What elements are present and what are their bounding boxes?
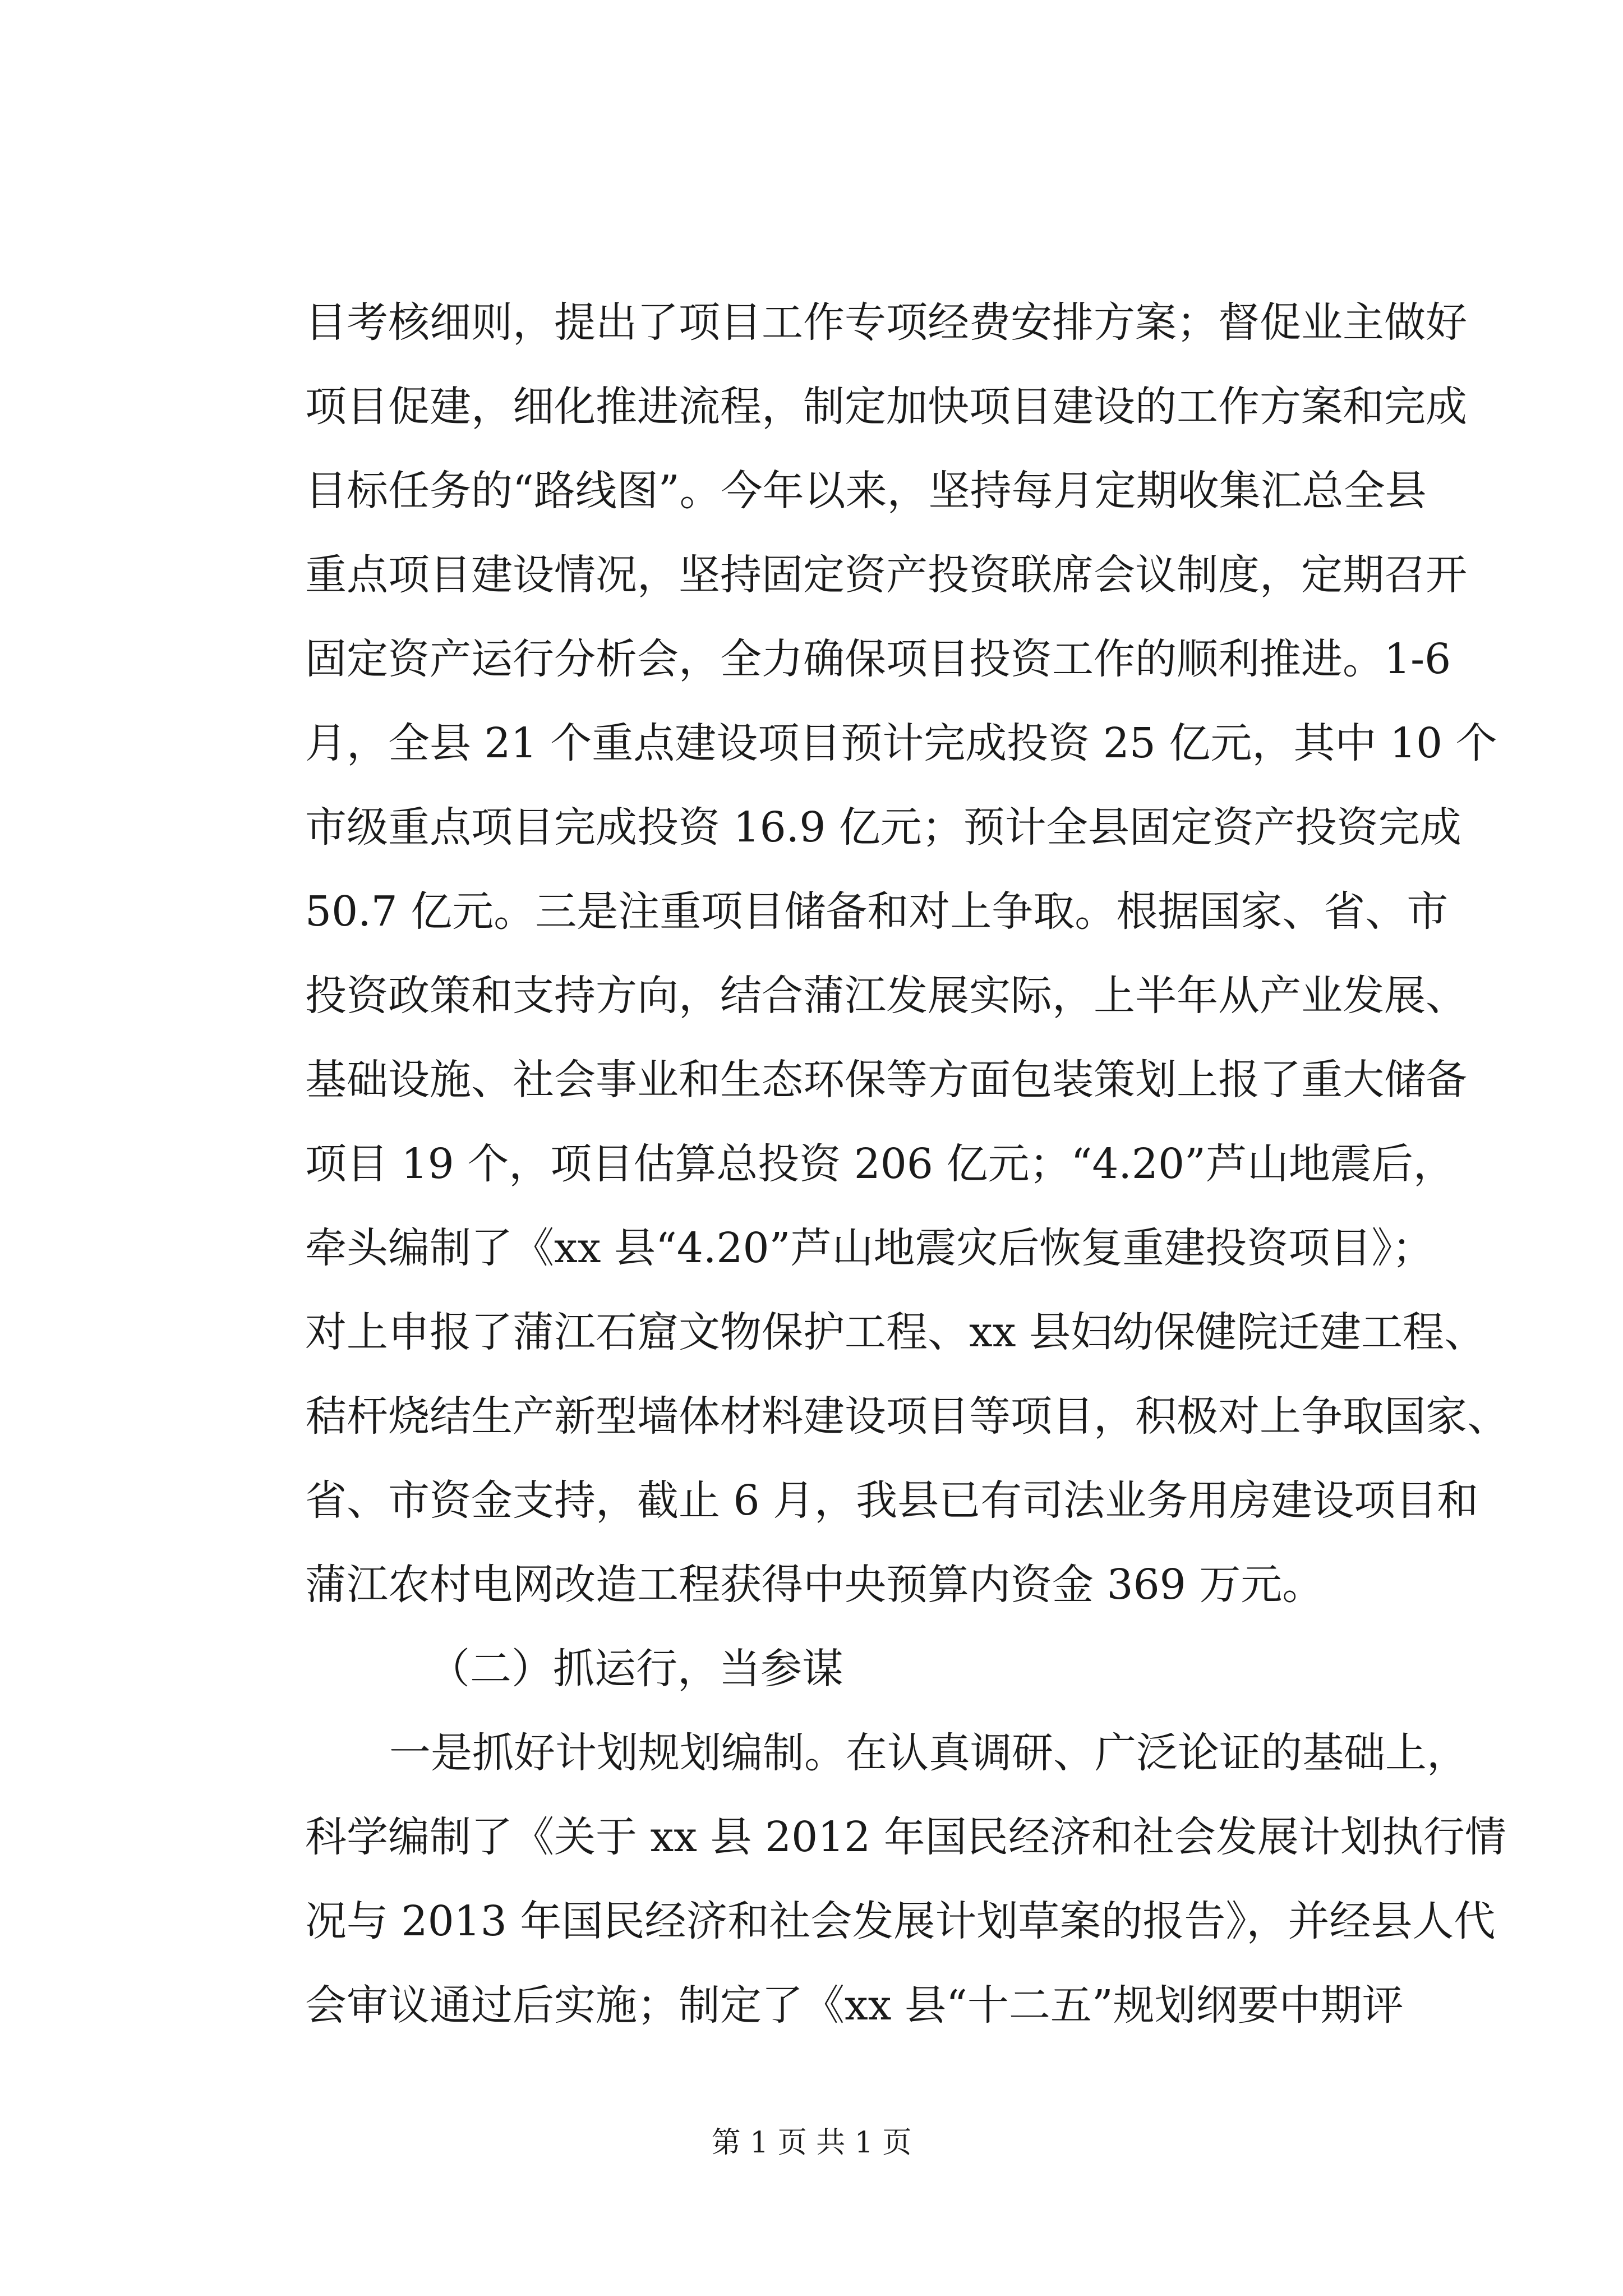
text-line: 对上申报了蒲江石窟文物保护工程、xx 县妇幼保健院迁建工程、 [305,1308,1486,1356]
text-line: 会审议通过后实施；制定了《xx 县“十二五”规划纲要中期评 [305,1981,1404,2030]
text-line: 牵头编制了《xx 县“4.20”芦山地震灾后恢复重建投资项目》； [305,1224,1434,1272]
text-line: 目考核细则，提出了项目工作专项经费安排方案；督促业主做好 [305,298,1467,347]
page-number-footer: 第 1 页 共 1 页 [711,2126,912,2160]
text-line: 项目 19 个，项目估算总投资 206 亿元；“4.20”芦山地震后， [305,1140,1455,1188]
text-line: 科学编制了《关于 xx 县 2012 年国民经济和社会发展计划执行情 [305,1813,1506,1861]
text-line: 固定资产运行分析会，全力确保项目投资工作的顺利推进。1-6 [305,635,1451,683]
document-body [305,280,1509,2047]
text-line: 基础设施、社会事业和生态环保等方面包装策划上报了重大储备 [305,1056,1467,1104]
text-line: 项目促建，细化推进流程，制定加快项目建设的工作方案和完成 [305,383,1467,431]
text-line: 蒲江农村电网改造工程获得中央预算内资金 369 万元。 [305,1561,1324,1609]
text-line: 50.7 亿元。三是注重项目储备和对上争取。根据国家、省、市 [305,887,1449,936]
text-line: 投资政策和支持方向，结合蒲江发展实际，上半年从产业发展、 [305,972,1467,1020]
text-line: 市级重点项目完成投资 16.9 亿元；预计全县固定资产投资完成 [305,803,1461,852]
text-line: 省、市资金支持，截止 6 月，我县已有司法业务用房建设项目和 [305,1476,1479,1525]
text-line: 月，全县 21 个重点建设项目预计完成投资 25 亿元，其中 10 个 [305,719,1497,767]
text-line: 一是抓好计划规划编制。在认真调研、广泛论证的基础上， [389,1729,1468,1777]
text-line: 秸杆烧结生产新型墙体材料建设项目等项目，积极对上争取国家、 [305,1392,1509,1441]
text-line: 况与 2013 年国民经济和社会发展计划草案的报告》，并经县人代 [305,1897,1496,1945]
text-line: 目标任务的“路线图”。今年以来，坚持每月定期收集汇总全县 [305,467,1427,515]
text-line: 重点项目建设情况，坚持固定资产投资联席会议制度，定期召开 [305,551,1467,599]
section-heading: （二）抓运行，当参谋 [428,1645,843,1693]
